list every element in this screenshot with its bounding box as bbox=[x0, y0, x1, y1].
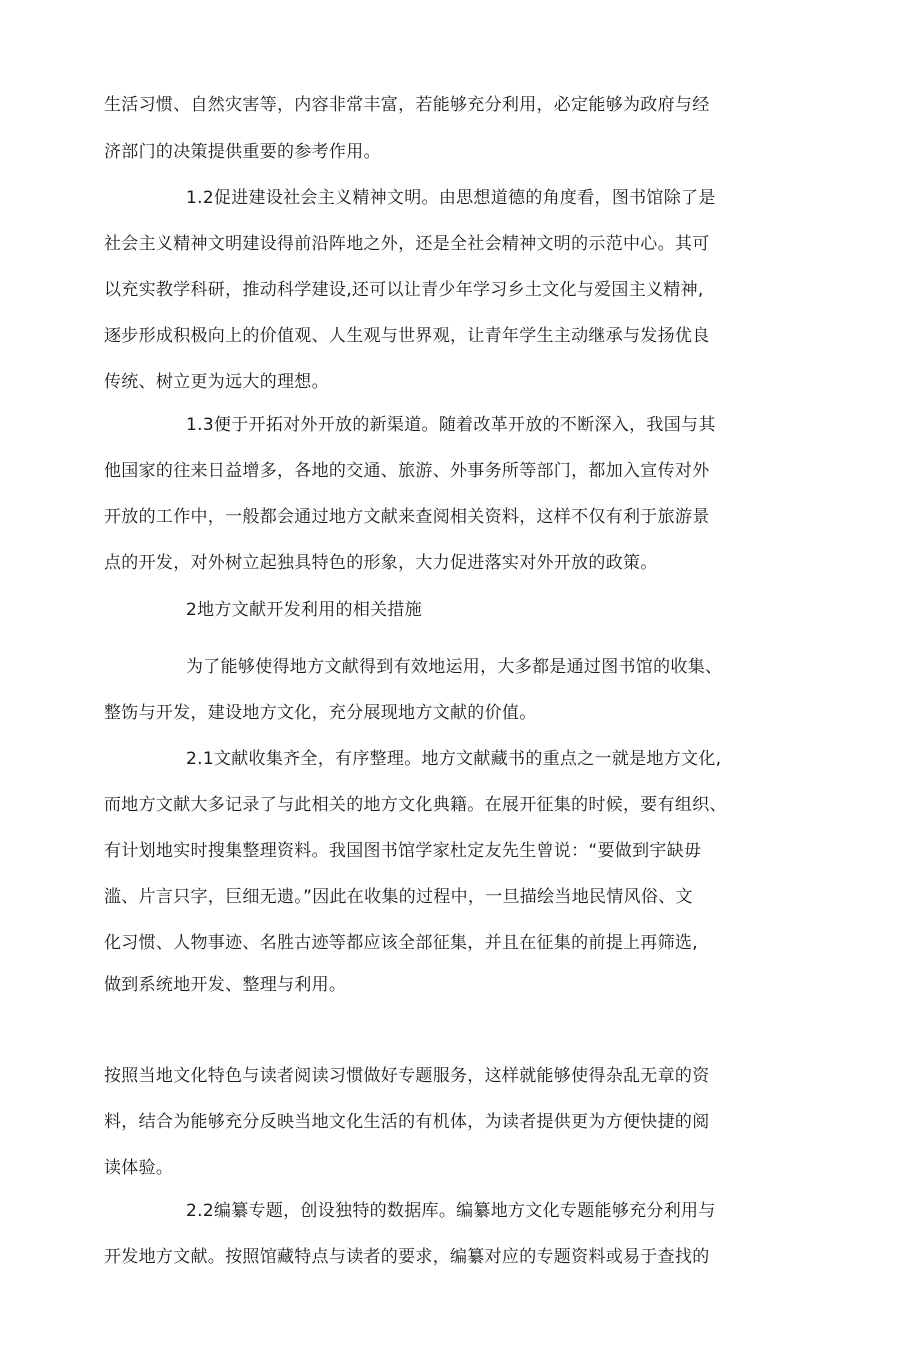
text-line: 传统、树立更为远大的理想。 bbox=[104, 372, 329, 392]
text-line: 开放的工作中，一般都会通过地方文献来查阅相关资料，这样不仅有利于旅游景 bbox=[104, 507, 710, 527]
paragraph-1-2-first-line: 1.2促进建设社会主义精神文明。由思想道德的角度看，图书馆除了是 bbox=[186, 188, 716, 208]
text-line: 济部门的决策提供重要的参考作用。 bbox=[104, 142, 381, 162]
paragraph-2-1-first-line: 2.1文献收集齐全，有序整理。地方文献藏书的重点之一就是地方文化, bbox=[186, 749, 722, 769]
text-line: 社会主义精神文明建设得前沿阵地之外，还是全社会精神文明的示范中心。其可 bbox=[104, 234, 710, 254]
text-line: 他国家的往来日益增多，各地的交通、旅游、外事务所等部门，都加入宣传对外 bbox=[104, 461, 710, 481]
text-line: 生活习惯、自然灾害等，内容非常丰富，若能够充分利用，必定能够为政府与经 bbox=[104, 95, 710, 115]
text-line: 整饬与开发，建设地方文化，充分展现地方文献的价值。 bbox=[104, 703, 537, 723]
text-line: 而地方文献大多记录了与此相关的地方文化典籍。在展开征集的时候，要有组织、 bbox=[104, 795, 727, 815]
paragraph-2-intro-first-line: 为了能够使得地方文献得到有效地运用，大多都是通过图书馆的收集、 bbox=[186, 657, 723, 677]
text-line: 化习惯、人物事迹、名胜古迹等都应该全部征集，并且在征集的前提上再筛选, bbox=[104, 933, 698, 953]
text-line: 逐步形成积极向上的价值观、人生观与世界观，让青年学生主动继承与发扬优良 bbox=[104, 326, 710, 346]
text-line: 以充实教学科研，推动科学建设,还可以让青少年学习乡土文化与爱国主义精神, bbox=[104, 280, 704, 300]
paragraph-1-3-first-line: 1.3便于开拓对外开放的新渠道。随着改革开放的不断深入，我国与其 bbox=[186, 415, 716, 435]
text-line: 开发地方文献。按照馆藏特点与读者的要求，编纂对应的专题资料或易于查找的 bbox=[104, 1247, 710, 1267]
text-line: 滥、片言只字，巨细无遗。”因此在收集的过程中，一旦描绘当地民情风俗、文 bbox=[104, 887, 693, 907]
text-line: 按照当地文化特色与读者阅读习惯做好专题服务，这样就能够使得杂乱无章的资 bbox=[104, 1066, 710, 1086]
text-line: 读体验。 bbox=[104, 1158, 174, 1178]
text-line: 点的开发，对外树立起独具特色的形象，大力促进落实对外开放的政策。 bbox=[104, 553, 658, 573]
section-2-heading: 2地方文献开发利用的相关措施 bbox=[186, 600, 423, 620]
paragraph-2-2-first-line: 2.2编纂专题，创设独特的数据库。编纂地方文化专题能够充分利用与 bbox=[186, 1201, 716, 1221]
text-line: 有计划地实时搜集整理资料。我国图书馆学家杜定友先生曾说：“要做到宇缺毋 bbox=[104, 841, 702, 861]
text-line: 料，结合为能够充分反映当地文化生活的有机体，为读者提供更为方便快捷的阅 bbox=[104, 1112, 710, 1132]
text-line: 做到系统地开发、整理与利用。 bbox=[104, 975, 347, 995]
